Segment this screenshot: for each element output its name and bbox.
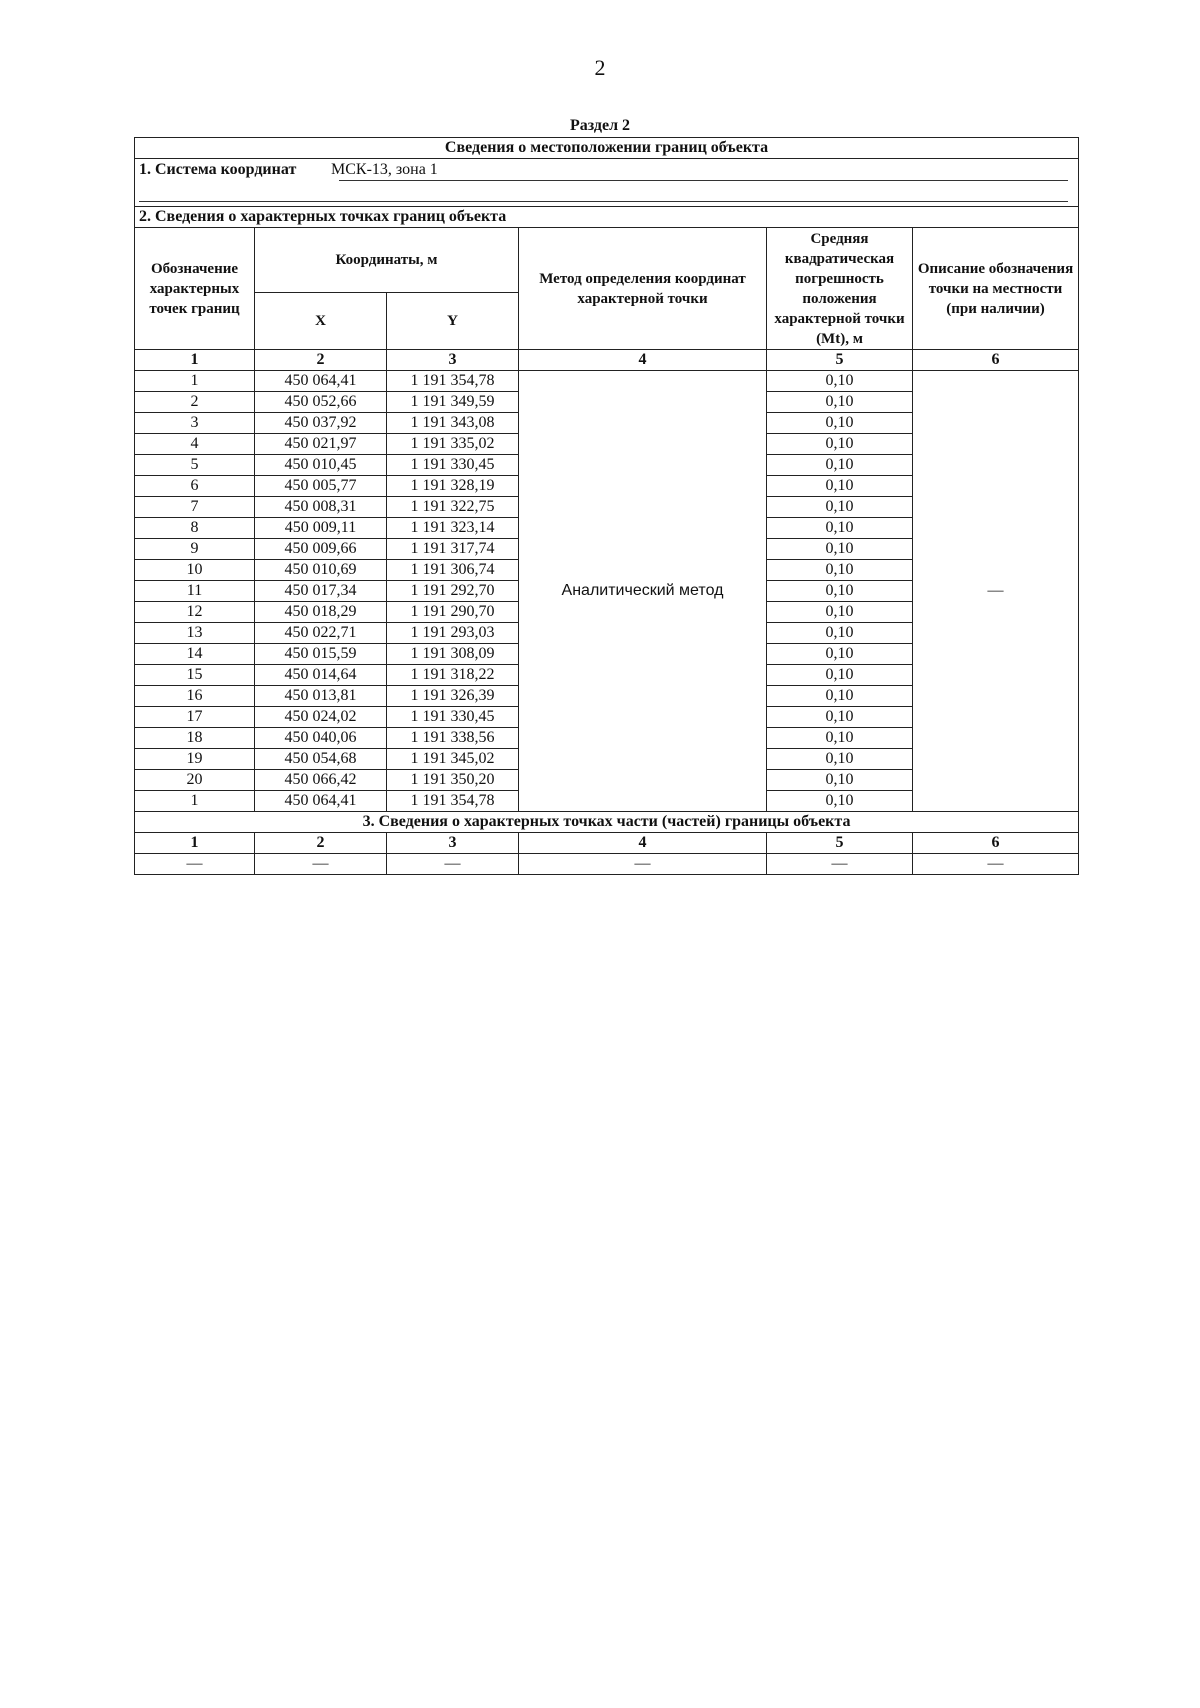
column-number: 5: [767, 833, 913, 854]
header-y: Y: [387, 293, 519, 350]
point-number: 18: [135, 728, 255, 749]
dash-cell: —: [519, 854, 767, 875]
point-y: 1 191 330,45: [387, 455, 519, 476]
header-coordinates: Координаты, м: [255, 228, 519, 293]
dash-cell: —: [913, 854, 1079, 875]
point-x: 450 024,02: [255, 707, 387, 728]
point-y: 1 191 292,70: [387, 581, 519, 602]
dash-cell: —: [135, 854, 255, 875]
column-numbers-row: [135, 350, 1079, 371]
point-number: 4: [135, 434, 255, 455]
point-mt: 0,10: [767, 497, 913, 518]
point-row: [135, 371, 1079, 392]
dash-cell: —: [255, 854, 387, 875]
column-number: 4: [519, 350, 767, 371]
point-y: 1 191 318,22: [387, 665, 519, 686]
point-x: 450 064,41: [255, 791, 387, 812]
point-number: 19: [135, 749, 255, 770]
point-number: 16: [135, 686, 255, 707]
point-y: 1 191 343,08: [387, 413, 519, 434]
point-number: 2: [135, 392, 255, 413]
point-mt: 0,10: [767, 413, 913, 434]
point-x: 450 054,68: [255, 749, 387, 770]
point-mt: 0,10: [767, 392, 913, 413]
dash-cell: —: [767, 854, 913, 875]
column-number: 2: [255, 833, 387, 854]
point-number: 11: [135, 581, 255, 602]
point-x: 450 040,06: [255, 728, 387, 749]
point-mt: 0,10: [767, 560, 913, 581]
point-mt: 0,10: [767, 686, 913, 707]
point-mt: 0,10: [767, 581, 913, 602]
point-y: 1 191 349,59: [387, 392, 519, 413]
section-title: Раздел 2: [569, 117, 631, 134]
coord-system-blank-line: [139, 201, 1068, 202]
point-x: 450 037,92: [255, 413, 387, 434]
point-x: 450 052,66: [255, 392, 387, 413]
header-method: Метод определения координат характерной точки: [519, 228, 767, 350]
point-mt: 0,10: [767, 770, 913, 791]
point-y: 1 191 306,74: [387, 560, 519, 581]
point-mt: 0,10: [767, 602, 913, 623]
method-cell: Аналитический метод: [519, 371, 767, 812]
header-error: Средняя квадратическая погрешность положения характерной точки (Mt), м: [767, 228, 913, 350]
point-number: 12: [135, 602, 255, 623]
header-description: Описание обозначения точки на местности (при наличии): [913, 228, 1079, 350]
coord-system-value: МСК-13, зона 1: [331, 161, 438, 178]
boundary-table: [134, 137, 1079, 875]
point-number: 6: [135, 476, 255, 497]
point-mt: 0,10: [767, 539, 913, 560]
point-number: 1: [135, 371, 255, 392]
point-y: 1 191 317,74: [387, 539, 519, 560]
point-y: 1 191 326,39: [387, 686, 519, 707]
point-x: 450 021,97: [255, 434, 387, 455]
page-number: 2: [594, 55, 606, 80]
column-number: 4: [519, 833, 767, 854]
point-mt: 0,10: [767, 707, 913, 728]
point-y: 1 191 290,70: [387, 602, 519, 623]
point-number: 14: [135, 644, 255, 665]
point-number: 8: [135, 518, 255, 539]
point-x: 450 015,59: [255, 644, 387, 665]
points-section-title: 2. Сведения о характерных точках границ объекта: [135, 207, 1079, 228]
point-x: 450 008,31: [255, 497, 387, 518]
point-mt: 0,10: [767, 623, 913, 644]
point-number: 15: [135, 665, 255, 686]
point-y: 1 191 335,02: [387, 434, 519, 455]
point-y: 1 191 345,02: [387, 749, 519, 770]
parts-section-title: 3. Сведения о характерных точках части (частей) границы объекта: [135, 812, 1079, 833]
column-number: 6: [913, 350, 1079, 371]
point-number: 5: [135, 455, 255, 476]
point-x: 450 064,41: [255, 371, 387, 392]
description-cell: —: [913, 371, 1079, 812]
point-number: 13: [135, 623, 255, 644]
header-x: X: [255, 293, 387, 350]
point-mt: 0,10: [767, 476, 913, 497]
point-y: 1 191 330,45: [387, 707, 519, 728]
point-y: 1 191 354,78: [387, 791, 519, 812]
point-x: 450 066,42: [255, 770, 387, 791]
point-x: 450 009,66: [255, 539, 387, 560]
point-mt: 0,10: [767, 518, 913, 539]
point-y: 1 191 323,14: [387, 518, 519, 539]
point-y: 1 191 322,75: [387, 497, 519, 518]
parts-column-numbers-row: [135, 833, 1079, 854]
point-mt: 0,10: [767, 644, 913, 665]
point-mt: 0,10: [767, 749, 913, 770]
column-number: 2: [255, 350, 387, 371]
point-x: 450 010,45: [255, 455, 387, 476]
point-mt: 0,10: [767, 455, 913, 476]
column-number: 3: [387, 833, 519, 854]
point-number: 17: [135, 707, 255, 728]
coord-system-label: 1. Система координат: [139, 161, 297, 178]
point-mt: 0,10: [767, 434, 913, 455]
point-y: 1 191 354,78: [387, 371, 519, 392]
dash-cell: —: [387, 854, 519, 875]
header-designation: Обозначение характерных точек границ: [135, 228, 255, 350]
coord-system-underline: [339, 180, 1068, 181]
column-number: 5: [767, 350, 913, 371]
column-number: 3: [387, 350, 519, 371]
point-mt: 0,10: [767, 791, 913, 812]
column-number: 1: [135, 350, 255, 371]
point-x: 450 005,77: [255, 476, 387, 497]
point-number: 3: [135, 413, 255, 434]
point-mt: 0,10: [767, 665, 913, 686]
point-x: 450 017,34: [255, 581, 387, 602]
parts-empty-row: [135, 854, 1079, 875]
table-title: Сведения о местоположении границ объекта: [135, 138, 1079, 159]
point-x: 450 014,64: [255, 665, 387, 686]
point-y: 1 191 328,19: [387, 476, 519, 497]
point-y: 1 191 338,56: [387, 728, 519, 749]
coord-system-row: [135, 159, 1079, 207]
point-y: 1 191 293,03: [387, 623, 519, 644]
point-number: 1: [135, 791, 255, 812]
point-number: 10: [135, 560, 255, 581]
point-x: 450 018,29: [255, 602, 387, 623]
point-mt: 0,10: [767, 371, 913, 392]
point-number: 7: [135, 497, 255, 518]
point-y: 1 191 308,09: [387, 644, 519, 665]
point-number: 9: [135, 539, 255, 560]
point-mt: 0,10: [767, 728, 913, 749]
point-y: 1 191 350,20: [387, 770, 519, 791]
point-x: 450 009,11: [255, 518, 387, 539]
column-number: 6: [913, 833, 1079, 854]
point-x: 450 010,69: [255, 560, 387, 581]
column-number: 1: [135, 833, 255, 854]
point-x: 450 013,81: [255, 686, 387, 707]
point-number: 20: [135, 770, 255, 791]
point-x: 450 022,71: [255, 623, 387, 644]
